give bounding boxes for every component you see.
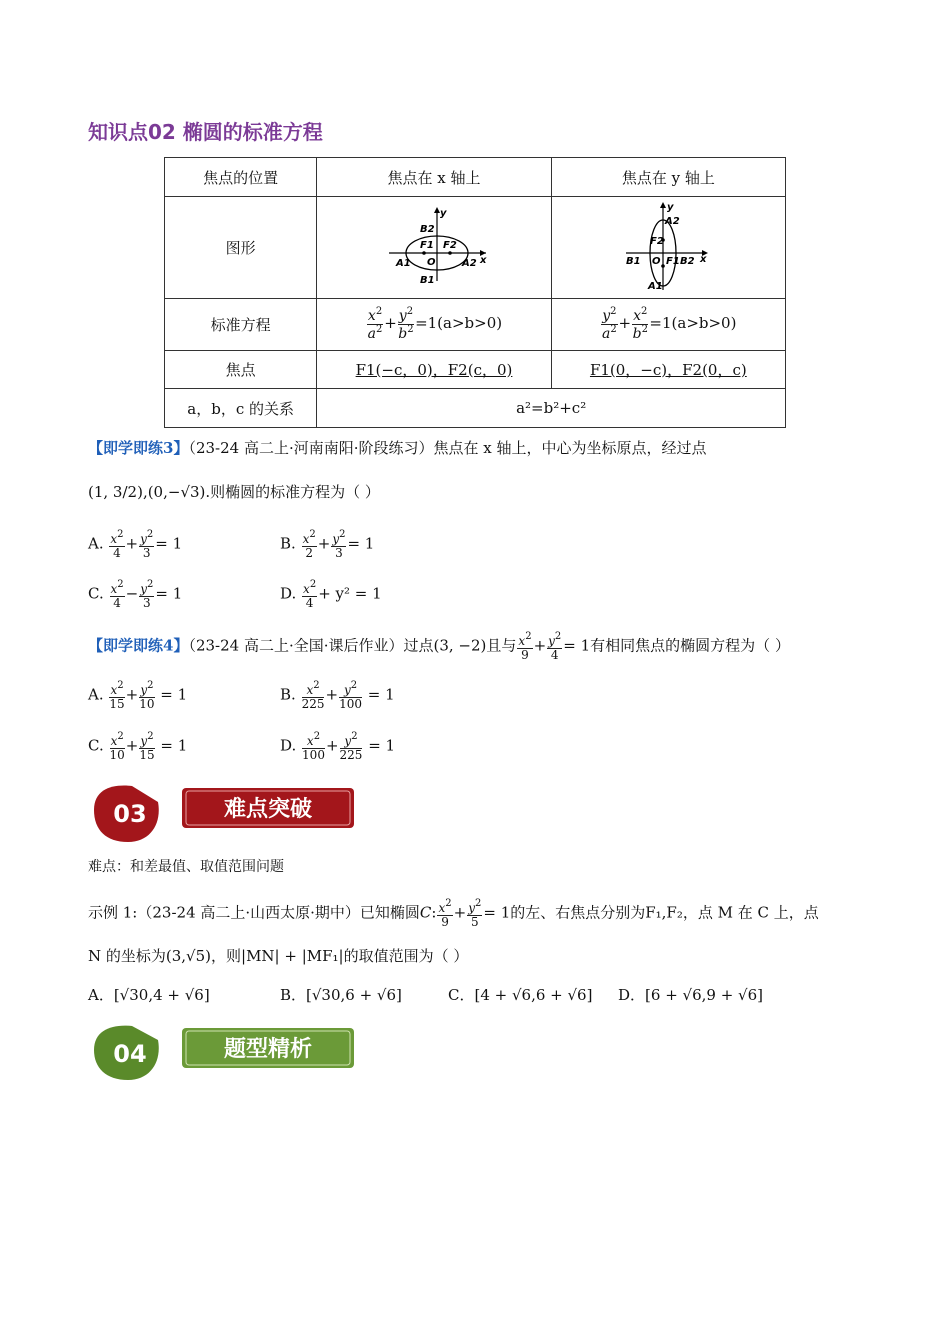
example1-option-b[interactable]: B．[√30,6 + √6] [280,986,402,1004]
option-letter: B. [280,685,296,704]
figure-x-ellipse [317,197,551,299]
q3-option-c[interactable]: C. $\frac{x^2}{4}$ − $\frac{y^2}{3}$ = 1 [88,579,183,610]
ellipse-x-diagram [374,201,494,291]
q3-tag: 【即学即练3】 [88,439,189,457]
section-title: 题型精析 [223,1037,313,1062]
option-letter: C. [88,736,104,755]
option-rhs: = 1 [347,534,375,553]
figure-y-ellipse [551,197,785,299]
q3-option-a[interactable]: A. $\frac{x^2}{4}$ + $\frac{y^2}{3}$ = 1 [88,529,183,560]
fig-label: F2 [650,235,665,247]
example1-option-c[interactable]: C．[4 + √6,6 + √6] [448,986,593,1004]
equation-y: $\frac{y^2}{a^2}$ + $\frac{x^2}{b^2}$ =1(a>b>0) [551,299,785,351]
option-letter: D. [280,584,297,603]
q4-option-d[interactable]: D. $\frac{x^2}{100}$ + $\frac{y^2}{225}$ = 1 [280,731,396,762]
option-letter: A. [88,685,104,704]
example1-line1: 示例 1:（23-24 高二上·山西太原·期中）已知椭圆C: $\frac{x^2}{9}$ + $\frac{y^2}{5}$ = 1的左、右焦点分别为F₁,F₂，点 M 在 C 上，点 [88,898,819,929]
q4-text: （23-24 高二上·全国·课后作业）过点(3, −2)且与 [188,636,517,655]
option-rhs: + y² = 1 [318,584,382,603]
fig-label: x [480,254,487,266]
option-letter: A. [88,534,104,553]
section-04-badge [88,1018,358,1084]
section-number: 03 [113,800,147,828]
ellipse-y-diagram [618,198,718,294]
fig-label: A2 [462,257,477,269]
option-letter: D. [280,736,297,755]
denom: 10 [109,747,125,762]
option-rhs: = 1 [155,534,183,553]
fig-label: O [427,256,436,268]
q3-text2: ,(0,−√3).则椭圆的标准方程为（ ） [142,483,380,501]
fig-label: O [652,255,661,267]
equation-rhs: =1(a>b>0) [415,314,503,333]
section-title: 难点突破 [223,797,313,822]
fig-label: B1 [626,255,641,267]
ellipse-table [164,157,786,428]
fig-label: A2 [665,215,681,227]
q4-text2: = 1有相同焦点的椭圆方程为（ ） [563,636,790,655]
option-letter: B. [280,534,296,553]
q3-option-b[interactable]: B. $\frac{x^2}{2}$ + $\frac{y^2}{3}$ = 1 [280,529,375,560]
q4-option-b[interactable]: B. $\frac{x^2}{225}$ + $\frac{y^2}{100}$ = 1 [280,680,395,711]
q3-text: （23-24 高二上·河南南阳·阶段练习）焦点在 x 轴上，中心为坐标原点，经过点 [188,439,707,457]
table-header-cell: 焦点在 x 轴上 [317,158,551,197]
fig-label: x [700,253,707,265]
fig-label: y [667,201,674,213]
denom: 100 [339,696,362,711]
table-header-cell: 焦点在 y 轴上 [551,158,785,197]
fig-label: A1 [648,280,664,292]
q4-option-c[interactable]: C. $\frac{x^2}{10}$ + $\frac{y^2}{15}$ = 1 [88,731,188,762]
focus-y: F1(0，−c)，F2(0，c) [551,351,785,389]
example1-option-a[interactable]: A．[√30,4 + √6] [88,986,210,1004]
row-label-focus: 焦点 [165,351,317,389]
q4-option-a[interactable]: A. $\frac{x^2}{15}$ + $\frac{y^2}{10}$ = 1 [88,680,188,711]
q3-line1 [88,437,707,458]
fig-label: B1 [420,274,435,286]
option-rhs: = 1 [155,584,183,603]
fig-label: F2 [443,239,457,251]
q4-line1: 【即学即练4】（23-24 高二上·全国·课后作业）过点(3, −2)且与 $\frac{x^2}{9}$ + $\frac{y^2}{4}$ = 1有相同焦点的椭圆方程为（ ） [88,631,790,662]
row-label-relation: a，b，c 的关系 [165,389,317,428]
option-letter: C. [88,584,104,603]
example1-line2: N 的坐标为(3,√5)，则|MN| + |MF₁|的取值范围为（ ） [88,947,469,965]
focus-x: F1(−c，0)，F2(c，0) [317,351,551,389]
fig-label: B2 [420,223,435,235]
denom: 225 [339,747,363,762]
denom: 15 [139,747,155,762]
equation-rhs: =1(a>b>0) [649,314,737,333]
denom: 225 [301,696,325,711]
denom: 15 [109,696,125,711]
fig-label: A1 [396,257,411,269]
example1-text2: = 1的左、右焦点分别为F₁,F₂，点 M 在 C 上，点 [483,903,819,922]
table-header-cell: 焦点的位置 [165,158,317,197]
equation-x: $\frac{x^2}{a^2}$ + $\frac{y^2}{b^2}$ =1(a>b>0) [317,299,551,351]
q3-point: (1, 3/2) [88,483,143,501]
fig-label: F1 [666,255,681,267]
denom: 10 [139,696,155,711]
q3-option-d[interactable]: D. $\frac{x^2}{4}$ + y² = 1 [280,579,382,610]
example1-text: 示例 1:（23-24 高二上·山西太原·期中）已知椭圆 [88,903,420,922]
q4-tag: 【即学即练4】 [88,636,189,655]
fig-label: B2 [680,255,695,267]
section-number: 04 [113,1040,147,1068]
section-03-badge [88,780,358,846]
fig-label: y [440,207,447,219]
denom: 100 [302,747,325,762]
example1-option-d[interactable]: D．[6 + √6,9 + √6] [618,986,763,1004]
difficulty-label: 难点：和差最值、取值范围问题 [88,859,284,875]
q3-line2 [88,481,380,502]
relation-value: a²=b²+c² [317,389,786,428]
row-label-figure: 图形 [165,197,317,299]
row-label-equation: 标准方程 [165,299,317,351]
fig-label: F1 [420,239,434,251]
section-heading: 知识点02 椭圆的标准方程 [88,120,323,144]
